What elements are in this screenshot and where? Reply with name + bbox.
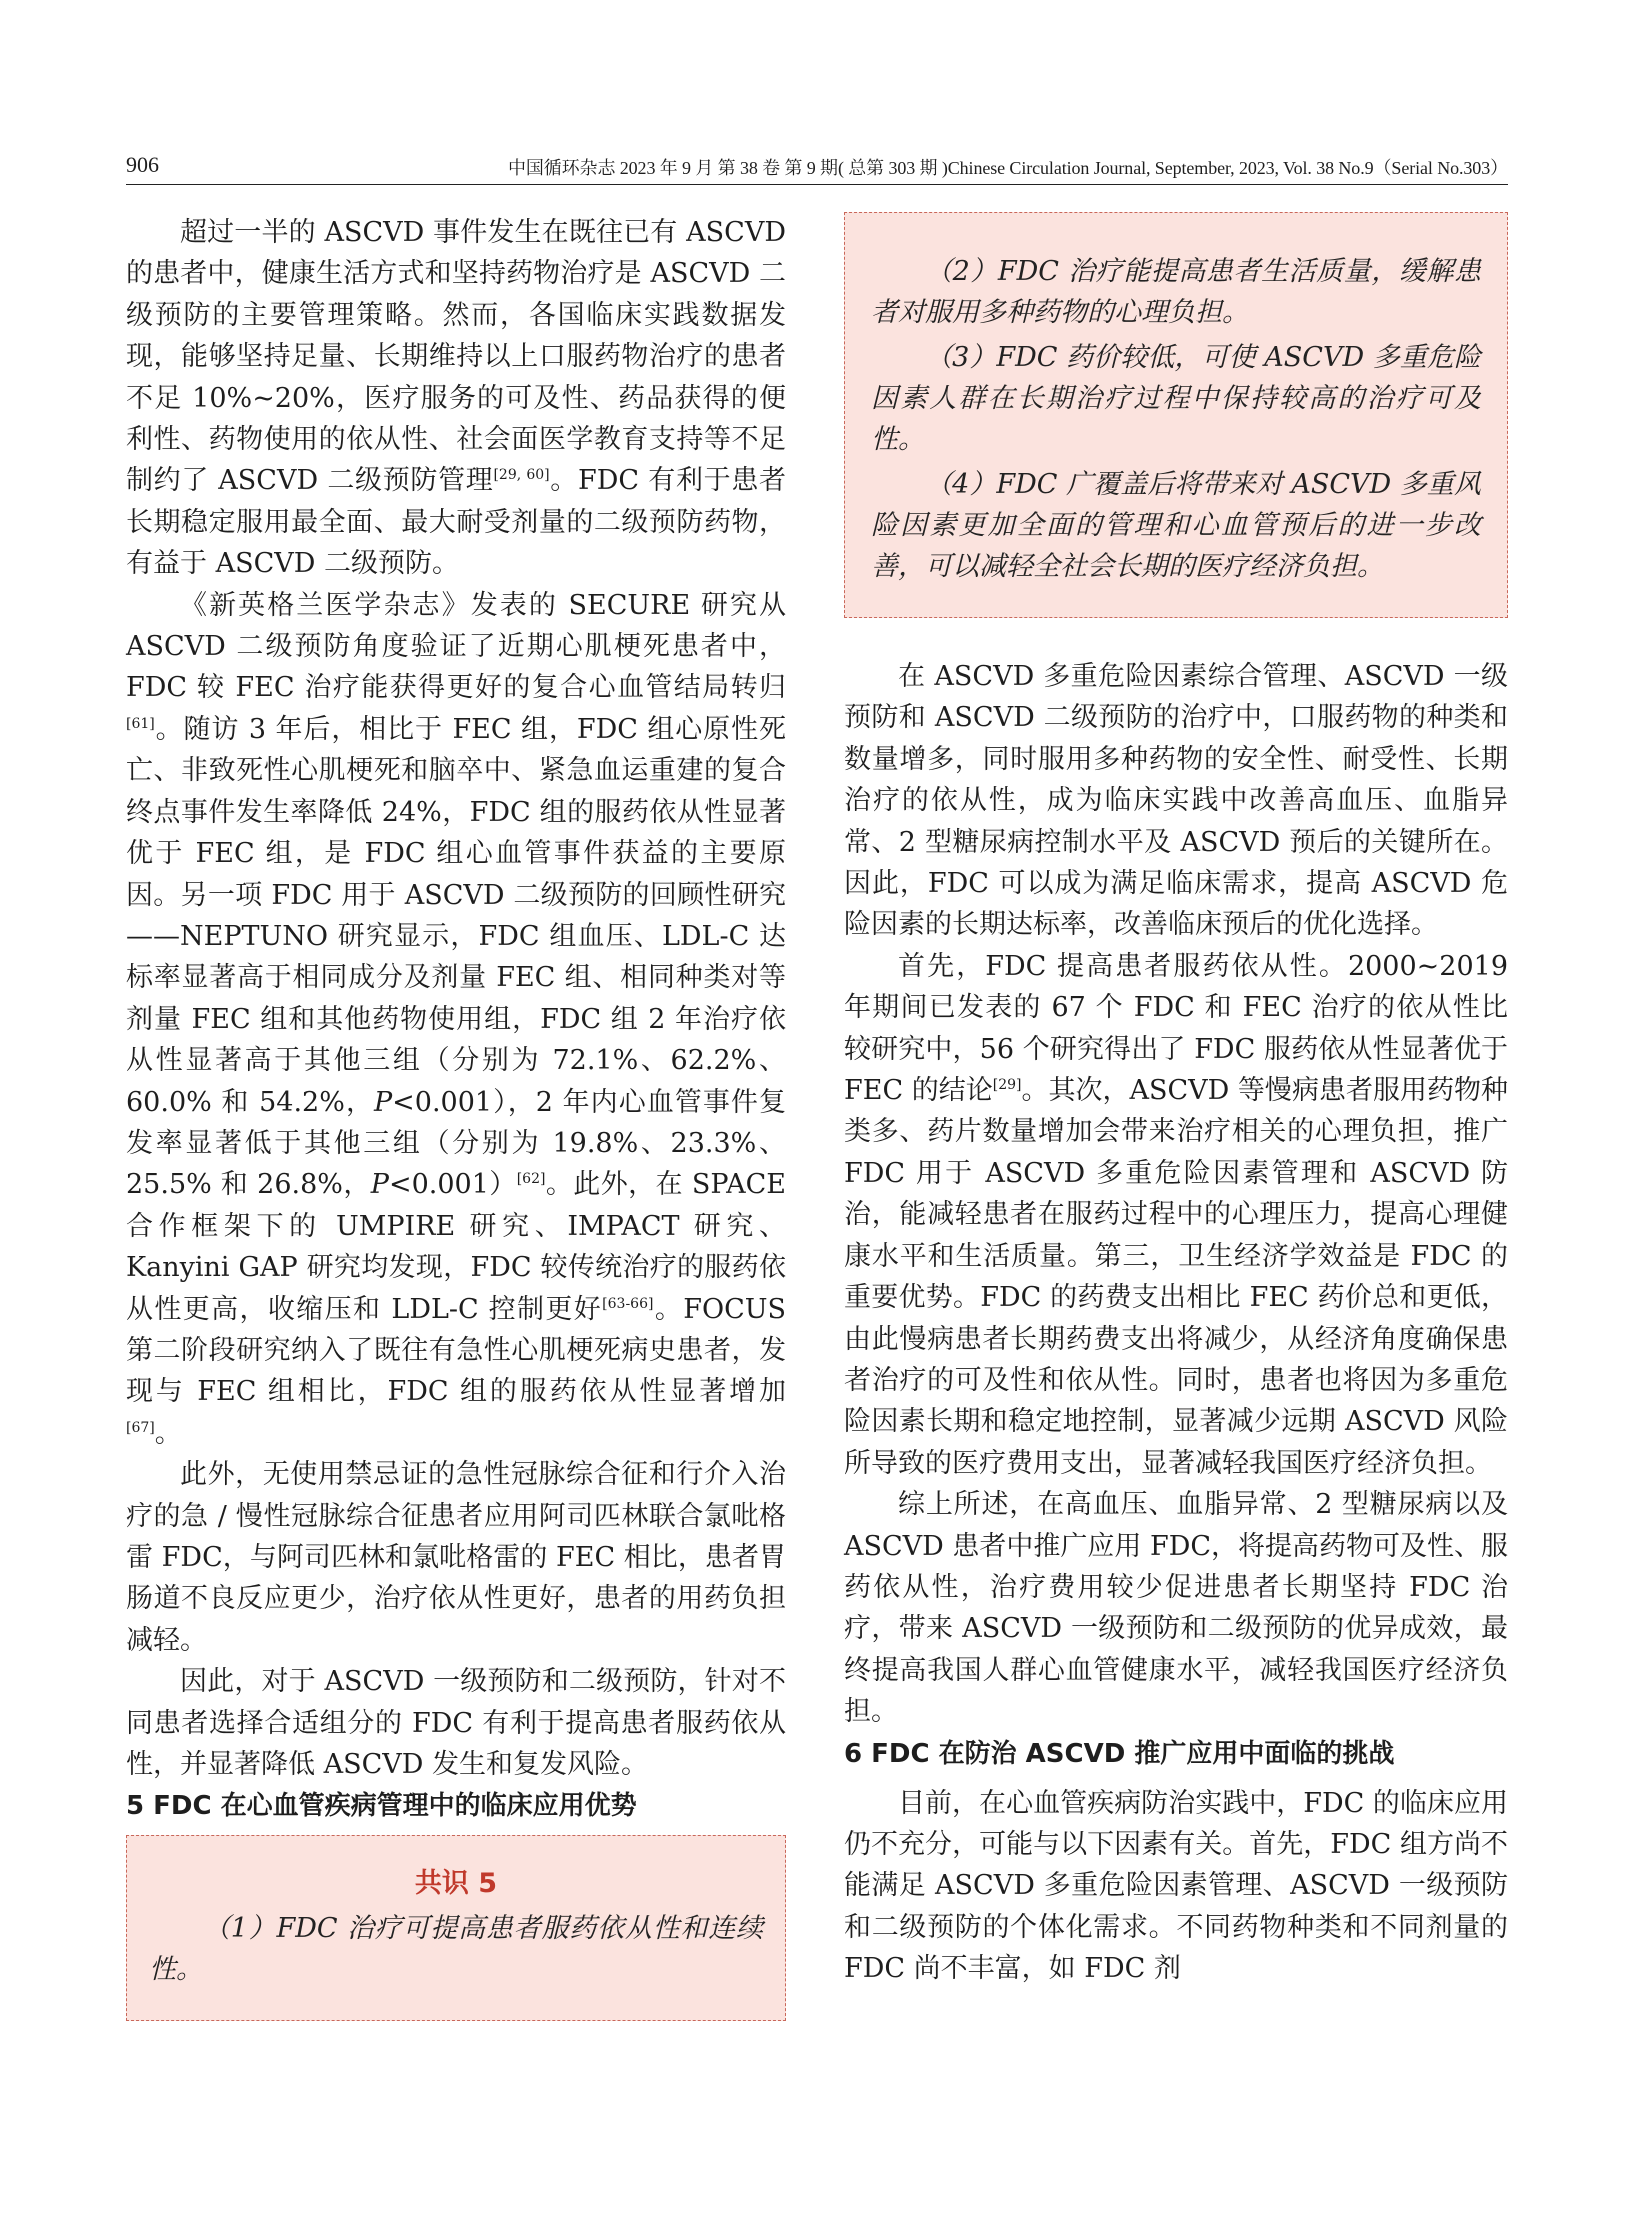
paragraph: 因此，对于 ASCVD 一级预防和二级预防，针对不同患者选择合适组分的 FDC 有利于提高患者服药依从性，并显著降低 ASCVD 发生和复发风险。 (126, 1666, 786, 1781)
p-value-symbol: P (374, 1086, 393, 1118)
paragraph (844, 946, 1508, 1484)
consensus-box-continued (844, 212, 1508, 618)
paragraph: 综上所述，在高血压、血脂异常、2 型糖尿病以及 ASCVD 患者中推广应用 FDC，将提高药物可及性、服药依从性，治疗费用较少促进患者长期坚持 FDC 治疗，带来 ASCVD 一级预防和二级预防的优异成效，最终提高我国人群心血管健康水平，减轻我国医疗经济负担。 (844, 1489, 1509, 1728)
consensus-box (126, 1835, 786, 2021)
page-number: 906 (126, 152, 159, 177)
paragraph-text: 。其次，ASCVD 等慢病患者服用药物种类多、药片数量增加会带来治疗相关的心理负担，推广 FDC 用于 ASCVD 多重危险因素管理和 ASCVD 防治，能减轻患者在服药过程中的心理压力，提高心理健康水平和生活质量。第三，卫生经济学效益是 FDC 的重要优势。FDC 的药费支出相比 FEC 药价总和更低，由此慢病患者长期药费支出将减少，从经济角度确保患者治疗的可及性和依从性。同时，患者也将因为多重危险因素长期和稳定地控制，显著减少远期 ASCVD 风险所导致的医疗费用支出，显著减轻我国医疗经济负担。 (844, 1075, 1509, 1479)
citation: [67] (126, 1419, 155, 1436)
running-header (126, 152, 1508, 185)
right-column (844, 212, 1508, 1990)
section-heading-5: 5 FDC 在心血管疾病管理中的临床应用优势 (126, 1791, 637, 1822)
paragraph-text: 。FDC 有利于患者长期稳定服用最全面、最大耐受剂量的二级预防药物，有益于 ASCVD 二级预防。 (126, 465, 787, 580)
consensus-item: （2）FDC 治疗能提高患者生活质量，缓解患者对服用多种药物的心理负担。 (871, 256, 1481, 328)
journal-running-head: 中国循环杂志 2023 年 9 月 第 38 卷 第 9 期( 总第 303 期 )Chinese Circulation Journal, September, 2023, Vol. 38 No.9（Serial No.303） (507, 158, 1508, 178)
citation: [29, 60] (493, 467, 550, 484)
paragraph-text: 超过一半的 ASCVD 事件发生在既往已有 ASCVD 的患者中，健康生活方式和坚持药物治疗是 ASCVD 二级预防的主要管理策略。然而，各国临床实践数据发现，能够坚持足量、长期维持以上口服药物治疗的患者不足 10%~20%，医疗服务的可及性、药品获得的便利性、药物使用的依从性、社会面医学教育支持等不足制约了 ASCVD 二级预防管理 (126, 217, 786, 497)
paragraph: 在 ASCVD 多重危险因素综合管理、ASCVD 一级预防和 ASCVD 二级预防的治疗中，口服药物的种类和数量增多，同时服用多种药物的安全性、耐受性、长期治疗的依从性，成为临床实践中改善高血压、血脂异常、2 型糖尿病控制水平及 ASCVD 预后的关键所在。因此，FDC 可以成为满足临床需求，提高 ASCVD 危险因素的长期达标率，改善临床预后的优化选择。 (844, 661, 1508, 941)
paragraph-text: 。随访 3 年后，相比于 FEC 组，FDC 组心原性死亡、非致死性心肌梗死和脑卒中、紧急血运重建的复合终点事件发生率降低 24%，FDC 组的服药依从性显著优于 FEC 组，是 FDC 组心血管事件获益的主要原因。另一项 FDC 用于 ASCVD 二级预防的回顾性研究——NEPTUNO 研究显示，FDC 组血压、LDL-C 达标率显著高于相同成分及剂量 FEC 组、相同种类对等剂量 FEC 组和其他药物使用组，FDC 组 2 年治疗依从性显著高于其他三组（分别为 72.1%、62.2%、60.0% 和 54.2%， (126, 713, 786, 1118)
section-heading-6: 6 FDC 在防治 ASCVD 推广应用中面临的挑战 (844, 1738, 1395, 1769)
paragraph-text: 。 (154, 1417, 182, 1449)
consensus-title: 共识 5 (414, 1868, 498, 1900)
consensus-item: （4）FDC 广覆盖后将带来对 ASCVD 多重风险因素更加全面的管理和心血管预后的进一步改善，可以减轻全社会长期的医疗经济负担。 (871, 469, 1481, 582)
consensus-item: （3）FDC 药价较低，可使 ASCVD 多重危险因素人群在长期治疗过程中保持较高的治疗可及性。 (871, 342, 1481, 455)
left-column (126, 212, 786, 2021)
paragraph-text: 首先，FDC 提高患者服药依从性。2000~2019 年期间已发表的 67 个 FDC 和 FEC 治疗的依从性比较研究中，56 个研究得出了 FDC 服药依从性显著优于 FEC 的结论 (844, 950, 1508, 1107)
consensus-item: （1）FDC 治疗可提高患者服药依从性和连续性。 (149, 1913, 763, 1986)
paragraph: 目前，在心血管疾病防治实践中，FDC 的临床应用仍不充分，可能与以下因素有关。首先，FDC 组方尚不能满足 ASCVD 多重危险因素管理、ASCVD 一级预防和二级预防的个体化需求。不同药物种类和不同剂量的 FDC 尚不丰富，如 FDC 剂 (844, 1787, 1508, 1985)
paragraph (126, 212, 786, 585)
paragraph-text: 《新英格兰医学杂志》发表的 SECURE 研究从 ASCVD 二级预防角度验证了近期心肌梗死患者中，FDC 较 FEC 治疗能获得更好的复合心血管结局转归 (126, 589, 786, 704)
paragraph: 此外，无使用禁忌证的急性冠脉综合征和行介入治疗的急 / 慢性冠脉综合征患者应用阿司匹林联合氯吡格雷 FDC，与阿司匹林和氯吡格雷的 FEC 相比，患者胃肠道不良反应更少，治疗依从性更好，患者的用药负担减轻。 (126, 1459, 786, 1656)
p-value-symbol: P (370, 1169, 389, 1201)
paragraph-text: <0.001） (388, 1169, 517, 1201)
citation: [61] (126, 715, 155, 732)
paragraph-text: 。FOCUS 第二阶段研究纳入了既往有急性心肌梗死病史患者，发现与 FEC 组相比，FDC 组的服药依从性显著增加 (126, 1293, 787, 1408)
paragraph-text: <0.001），2 年内心血管事件复发率显著低于其他三组（分别为 19.8%、23.3%、25.5% 和 26.8%， (126, 1086, 786, 1201)
paragraph (126, 585, 786, 1455)
citation: [63-66] (602, 1295, 654, 1312)
paragraph-text: 。此外，在 SPACE 合作框架下的 UMPIRE 研究、IMPACT 研究、Kanyini GAP 研究均发现，FDC 较传统治疗的服药依从性更高，收缩压和 LDL-C 控制更好 (126, 1169, 786, 1325)
citation: [29] (992, 1077, 1022, 1094)
citation: [62] (516, 1171, 546, 1188)
